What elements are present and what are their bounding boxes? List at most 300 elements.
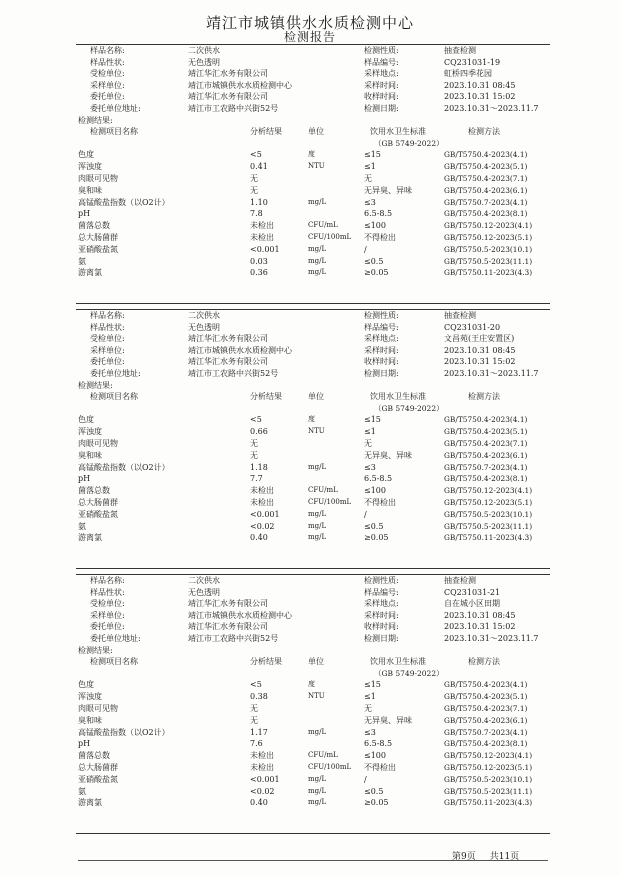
info-row [78,356,548,368]
info-value: 二次供水 [188,576,220,585]
info-value: 靖江华汇水务有限公司 [188,357,268,367]
item-unit: 度 [308,680,315,689]
item-name: 氨 [78,256,86,266]
item-standard: 无 [364,704,372,713]
table-row [78,509,548,521]
info-value: 无色透明 [188,57,220,67]
info-value: 2023.10.31 08:45 [444,80,516,90]
item-method: GB/T5750.4-2023(4.1) [444,150,528,160]
info-value: 2023.10.31 08:45 [444,610,516,620]
col-result-header: 分析结果 [250,657,282,667]
item-name: 亚硝酸盐氮 [78,244,118,254]
info-label: 采样单位: [90,345,125,355]
item-result: 0.36 [250,268,268,278]
item-result: <0.001 [250,244,280,254]
table-row [78,679,548,691]
item-method: GB/T5750.7-2023(4.1) [444,727,528,737]
col-method-header: 检测方法 [468,657,500,667]
item-name: 高锰酸盐指数（以O2计） [78,727,170,737]
item-standard: ≤1 [364,692,376,702]
info-label: 委托单位地址: [90,104,141,113]
table-row [78,244,548,256]
item-unit: mg/L [308,256,327,265]
info-value: 虹桥四季花园 [444,69,492,79]
item-method: GB/T5750.12-2023(5.1) [444,763,533,772]
item-name: 氨 [78,786,86,796]
info-value: 靖江市城镇供水水质检测中心 [188,610,292,620]
item-method: GB/T5750.4-2023(4.1) [444,680,528,690]
info-value: 靖江市工农路中兴街52号 [188,104,279,113]
item-name: 浑浊度 [78,427,102,437]
info-label: 样品性状: [90,57,125,67]
item-unit: CFU/mL [308,221,338,230]
info-value: 二次供水 [188,46,220,55]
info-value: 2023.10.31～2023.11.7 [444,634,539,643]
item-standard: 不得检出 [364,233,396,242]
item-result: 未检出 [250,221,274,231]
item-name: pH [78,209,91,219]
table-header [78,391,548,403]
item-unit: 度 [308,415,315,424]
item-standard: ≤3 [364,462,376,472]
item-result: 7.7 [250,474,263,484]
col-std-header: 饮用水卫生标准 [370,657,426,667]
table-row [78,485,548,497]
item-result: 无 [250,174,258,183]
page-footer [452,849,533,862]
item-unit: mg/L [308,462,327,471]
table-row [78,220,548,232]
info-label: 样品编号: [364,587,399,597]
item-standard: 无 [364,439,372,448]
item-standard: 不得检出 [364,498,396,507]
section-bottom-rule [76,833,550,834]
info-label: 受检单位: [90,334,125,344]
results-heading [78,380,548,392]
item-method: GB/T5750.5-2023(10.1) [444,509,533,519]
item-standard: ≤15 [364,415,381,425]
info-label: 委托单位地址: [90,369,141,378]
info-label: 采样时间: [364,610,399,620]
item-result: 0.66 [250,427,268,437]
item-name: 高锰酸盐指数（以O2计） [78,197,170,207]
item-result: 1.18 [250,462,268,472]
table-row [78,197,548,209]
standard-code: （GB 5749-2022） [374,403,444,413]
item-result: <5 [250,680,262,690]
item-name: 亚硝酸盐氮 [78,509,118,519]
info-label: 样品性状: [90,587,125,597]
item-name: 游离氯 [78,533,102,543]
info-row [78,333,548,345]
item-unit: NTU [308,162,325,171]
info-label: 样品编号: [364,57,399,67]
table-row [78,256,548,268]
standard-code: （GB 5749-2022） [374,668,444,678]
item-name: pH [78,739,91,749]
info-value: 抽查检测 [444,311,476,320]
item-standard: 无异臭、异味 [364,715,412,725]
item-method: GB/T5750.4-2023(5.1) [444,162,528,172]
item-unit: mg/L [308,774,327,783]
info-label: 检测日期: [364,634,399,643]
table-row [78,462,548,474]
item-result: 无 [250,715,258,725]
info-label: 委托单位: [90,357,125,367]
col-unit-header: 单位 [308,657,324,667]
item-unit: CFU/100mL [308,233,352,241]
item-name: 总大肠菌群 [78,763,118,772]
info-label: 检测日期: [364,104,399,113]
item-standard: 6.5-8.5 [364,209,393,219]
table-row [78,450,548,462]
item-method: GB/T5750.4-2023(7.1) [444,439,528,448]
item-method: GB/T5750.4-2023(5.1) [444,692,528,702]
item-name: 肉眼可见物 [78,704,118,713]
info-value: CQ231031-20 [444,322,501,332]
item-unit: CFU/mL [308,751,338,760]
item-unit: mg/L [308,521,327,530]
item-result: 0.41 [250,162,268,172]
info-value: 靖江市城镇供水水质检测中心 [188,345,292,355]
item-result: 未检出 [250,751,274,761]
item-name: 亚硝酸盐氮 [78,774,118,784]
item-unit: CFU/100mL [308,498,352,506]
section-bottom-rule [76,568,550,569]
info-value: 靖江华汇水务有限公司 [188,622,268,632]
info-row [78,587,548,599]
table-row [78,208,548,220]
info-label: 委托单位: [90,622,125,632]
item-unit: NTU [308,692,325,701]
info-row [78,57,548,69]
item-name: 臭和味 [78,715,102,725]
item-method: GB/T5750.4-2023(6.1) [444,185,528,195]
info-label: 采样地点: [364,334,399,344]
col-result-header: 分析结果 [250,127,282,137]
item-name: 游离氯 [78,268,102,278]
table-row [78,691,548,703]
item-name: 菌落总数 [78,486,110,496]
table-row [78,750,548,762]
item-name: 肉眼可见物 [78,174,118,183]
item-method: GB/T5750.11-2023(4.3) [444,798,533,808]
item-standard: 6.5-8.5 [364,739,393,749]
item-result: <5 [250,415,262,425]
report-section [78,44,548,304]
item-name: 总大肠菌群 [78,498,118,507]
item-result: 无 [250,450,258,460]
item-result: 无 [250,185,258,195]
report-title: 靖江市城镇供水水质检测中心 [205,14,414,32]
info-value: 靖江华汇水务有限公司 [188,599,268,609]
table-row [78,521,548,533]
col-item-header: 检测项目名称 [90,657,138,667]
item-method: GB/T5750.4-2023(7.1) [444,704,528,713]
info-value: 2023.10.31 15:02 [444,622,516,632]
item-result: 未检出 [250,763,274,772]
item-standard: ≤0.5 [364,786,384,796]
col-item-header: 检测项目名称 [90,392,138,402]
item-standard: 不得检出 [364,763,396,772]
item-method: GB/T5750.7-2023(4.1) [444,197,528,207]
item-name: 浑浊度 [78,692,102,702]
report-subtitle: 检测报告 [283,30,336,44]
col-method-header: 检测方法 [468,392,500,402]
item-standard: ≥0.05 [364,798,389,808]
item-method: GB/T5750.5-2023(10.1) [444,244,533,254]
item-name: 浑浊度 [78,162,102,172]
page-number: 第9页 [452,852,476,862]
item-method: GB/T5750.12-2023(5.1) [444,233,533,242]
item-method: GB/T5750.5-2023(10.1) [444,774,533,784]
info-value: 2023.10.31 15:02 [444,92,516,102]
table-row [78,774,548,786]
standard-code: （GB 5749-2022） [374,138,444,148]
info-row [78,310,548,322]
info-label: 受检单位: [90,69,125,79]
info-label: 采样地点: [364,599,399,609]
results-heading [78,115,548,127]
item-unit: mg/L [308,798,327,807]
item-method: GB/T5750.11-2023(4.3) [444,533,533,543]
info-row [78,575,548,587]
item-standard: ≤0.5 [364,256,384,266]
item-result: 7.8 [250,209,263,219]
col-unit-header: 单位 [308,127,324,137]
item-name: 菌落总数 [78,221,110,231]
info-value: 自在城小区田期 [444,599,500,609]
info-label: 样品名称: [90,46,125,55]
info-label: 检测日期: [364,369,399,378]
results-label: 检测结果: [78,645,113,655]
item-standard: ≤3 [364,197,376,207]
info-row [78,621,548,633]
results-label: 检测结果: [78,380,113,390]
table-header [78,126,548,138]
info-label: 采样地点: [364,69,399,79]
table-row [78,267,548,279]
info-row [78,80,548,92]
item-unit: 度 [308,150,315,159]
table-row [78,426,548,438]
info-value: 靖江市工农路中兴街52号 [188,634,279,643]
info-row [78,633,548,645]
table-row [78,797,548,809]
info-value: 靖江华汇水务有限公司 [188,334,268,344]
table-row [78,532,548,544]
info-row [78,598,548,610]
item-result: <0.001 [250,774,280,784]
info-row [78,322,548,334]
info-label: 收样时间: [364,92,399,102]
section-bottom-rule [76,303,550,304]
item-name: 菌落总数 [78,751,110,761]
item-method: GB/T5750.4-2023(5.1) [444,427,528,437]
item-name: 总大肠菌群 [78,233,118,242]
item-result: 1.10 [250,197,268,207]
info-row [78,345,548,357]
item-result: 无 [250,439,258,448]
info-label: 收样时间: [364,622,399,632]
item-method: GB/T5750.12-2023(4.1) [444,751,533,761]
info-value: 二次供水 [188,311,220,320]
item-result: 未检出 [250,486,274,496]
item-result: 1.17 [250,727,268,737]
info-value: 靖江华汇水务有限公司 [188,92,268,102]
item-standard: ≤15 [364,150,381,160]
item-standard: 6.5-8.5 [364,474,393,484]
item-method: GB/T5750.12-2023(5.1) [444,498,533,507]
info-value: 2023.10.31～2023.11.7 [444,104,539,113]
item-method: GB/T5750.5-2023(11.1) [444,786,533,796]
item-name: 色度 [78,150,94,160]
info-value: 无色透明 [188,322,220,332]
item-method: GB/T5750.4-2023(6.1) [444,715,528,725]
item-unit: mg/L [308,197,327,206]
info-label: 采样时间: [364,80,399,90]
item-result: <0.001 [250,509,280,519]
info-row [78,368,548,380]
item-name: 肉眼可见物 [78,439,118,448]
item-result: 0.03 [250,256,268,266]
item-result: <0.02 [250,786,275,796]
item-standard: / [364,244,367,254]
info-label: 样品名称: [90,576,125,585]
item-standard: / [364,774,367,784]
item-standard: ≤100 [364,486,386,496]
item-standard: ≤100 [364,751,386,761]
info-value: 靖江市城镇供水水质检测中心 [188,80,292,90]
info-label: 采样单位: [90,80,125,90]
info-label: 采样时间: [364,345,399,355]
item-method: GB/T5750.5-2023(11.1) [444,521,533,531]
table-row [78,738,548,750]
item-standard: ≤15 [364,680,381,690]
results-label: 检测结果: [78,115,113,125]
info-value: 2023.10.31 08:45 [444,345,516,355]
info-value: 靖江华汇水务有限公司 [188,69,268,79]
info-label: 受检单位: [90,599,125,609]
col-std-header: 饮用水卫生标准 [370,127,426,137]
item-standard: 无异臭、异味 [364,450,412,460]
table-row [78,762,548,774]
item-result: <5 [250,150,262,160]
item-unit: CFU/mL [308,486,338,495]
item-name: 游离氯 [78,798,102,808]
table-row [78,715,548,727]
info-value: 抽查检测 [444,576,476,585]
item-result: 0.40 [250,533,268,543]
info-label: 样品编号: [364,322,399,332]
item-unit: mg/L [308,727,327,736]
table-row [78,497,548,509]
item-unit: mg/L [308,533,327,542]
item-standard: 无 [364,174,372,183]
item-unit: NTU [308,427,325,436]
item-name: 色度 [78,415,94,425]
item-standard: ≤100 [364,221,386,231]
info-row [78,45,548,57]
item-method: GB/T5750.4-2023(7.1) [444,174,528,183]
item-standard: ≤1 [364,427,376,437]
info-value: 文昌苑(王庄安置区) [444,334,515,344]
report-section [78,309,548,569]
results-heading [78,645,548,657]
item-name: 臭和味 [78,185,102,195]
item-standard: ≤0.5 [364,521,384,531]
item-name: 氨 [78,521,86,531]
info-label: 检测性质: [364,576,399,585]
item-method: GB/T5750.11-2023(4.3) [444,268,533,278]
info-label: 收样时间: [364,357,399,367]
info-row [78,91,548,103]
info-value: CQ231031-21 [444,587,501,597]
table-row [78,703,548,715]
table-row [78,727,548,739]
info-label: 采样单位: [90,610,125,620]
info-label: 检测性质: [364,46,399,55]
item-unit: mg/L [308,786,327,795]
col-result-header: 分析结果 [250,392,282,402]
item-standard: 无异臭、异味 [364,185,412,195]
item-unit: mg/L [308,509,327,518]
item-unit: mg/L [308,268,327,277]
col-std-header: 饮用水卫生标准 [370,392,426,402]
item-method: GB/T5750.4-2023(8.1) [444,209,528,219]
info-value: 抽查检测 [444,46,476,55]
item-method: GB/T5750.4-2023(8.1) [444,739,528,749]
table-row [78,473,548,485]
item-method: GB/T5750.4-2023(6.1) [444,450,528,460]
info-row [78,610,548,622]
info-label: 委托单位地址: [90,634,141,643]
info-label: 委托单位: [90,92,125,102]
item-method: GB/T5750.12-2023(4.1) [444,486,533,496]
table-row [78,438,548,450]
page-total: 共11页 [489,852,520,862]
item-unit: CFU/100mL [308,763,352,771]
item-method: GB/T5750.7-2023(4.1) [444,462,528,472]
info-value: 靖江市工农路中兴街52号 [188,369,279,378]
item-method: GB/T5750.4-2023(8.1) [444,474,528,484]
item-standard: / [364,509,367,519]
item-name: 高锰酸盐指数（以O2计） [78,462,170,472]
item-standard: ≥0.05 [364,268,389,278]
table-row [78,414,548,426]
table-row [78,185,548,197]
col-item-header: 检测项目名称 [90,127,138,137]
table-row [78,173,548,185]
item-result: <0.02 [250,521,275,531]
info-value: CQ231031-19 [444,57,501,67]
item-method: GB/T5750.4-2023(4.1) [444,415,528,425]
item-standard: ≤3 [364,727,376,737]
info-row [78,68,548,80]
item-result: 未检出 [250,498,274,507]
item-method: GB/T5750.5-2023(11.1) [444,256,533,266]
col-unit-header: 单位 [308,392,324,402]
table-header [78,656,548,668]
report-section [78,574,548,834]
item-result: 0.38 [250,692,268,702]
item-result: 未检出 [250,233,274,242]
info-value: 无色透明 [188,587,220,597]
item-name: 臭和味 [78,450,102,460]
table-row [78,786,548,798]
item-name: 色度 [78,680,94,690]
table-row [78,149,548,161]
